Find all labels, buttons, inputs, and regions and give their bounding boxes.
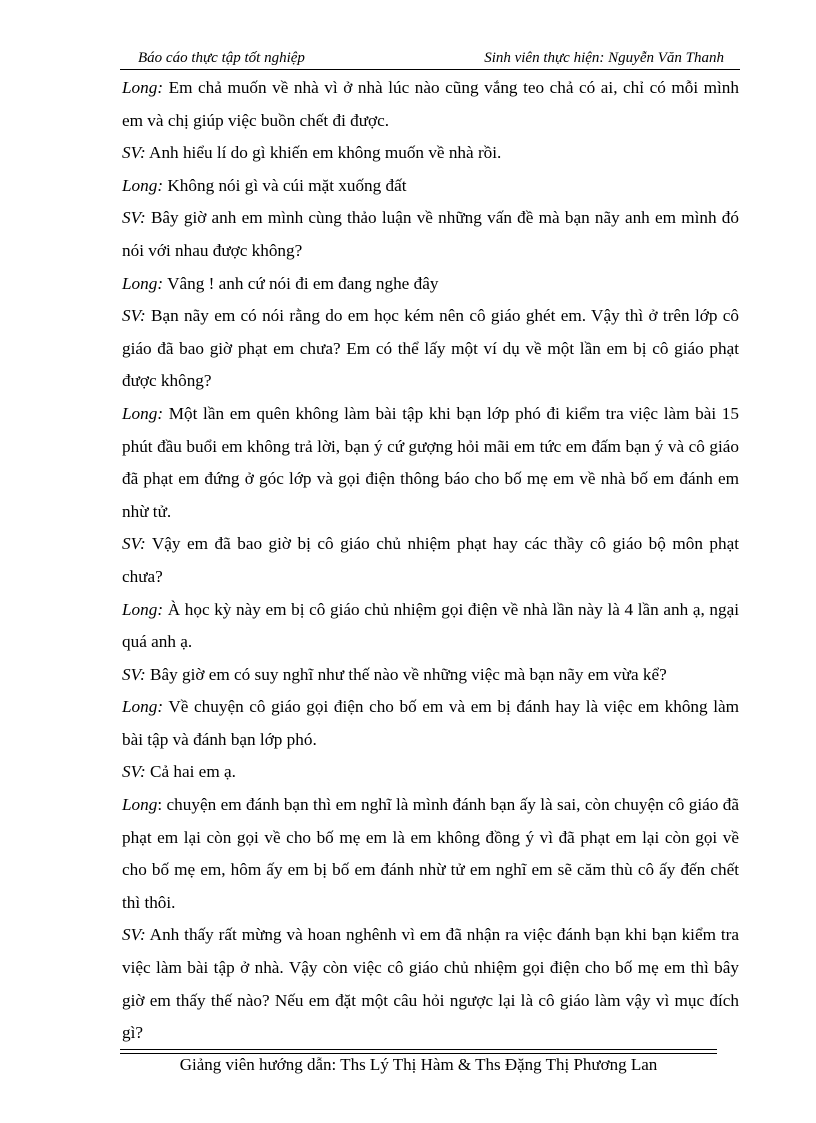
paragraph-text: Bạn nãy em có nói rằng do em học kém nên cô giáo ghét em. Vậy thì ở trên lớp cô giáo đã bao giờ phạt em chưa? Em có thể lấy một ví dụ về một lần em bị cô giáo phạt được không? bbox=[122, 306, 739, 391]
header-report-title: Báo cáo thực tập tốt nghiệp bbox=[138, 50, 305, 66]
dialogue-paragraph bbox=[122, 919, 739, 1049]
header-rule bbox=[120, 69, 740, 70]
speaker-label: SV: bbox=[122, 534, 146, 554]
speaker-label: SV: bbox=[122, 664, 146, 684]
dialogue-body bbox=[122, 72, 739, 1050]
dialogue-paragraph bbox=[122, 137, 739, 170]
footer-rule bbox=[120, 1049, 717, 1050]
paragraph-text: Vậy em đã bao giờ bị cô giáo chủ nhiệm phạt hay các thầy cô giáo bộ môn phạt chưa? bbox=[122, 534, 739, 586]
paragraph-text: Cả hai em ạ. bbox=[145, 762, 236, 782]
dialogue-paragraph bbox=[122, 300, 739, 398]
page-footer: Giảng viên hướng dẫn: Ths Lý Thị Hàm & Ths Đặng Thị Phương Lan bbox=[179, 1055, 658, 1074]
paragraph-text: Vâng ! anh cứ nói đi em đang nghe đây bbox=[163, 273, 439, 293]
page-header bbox=[120, 50, 740, 67]
dialogue-paragraph bbox=[122, 789, 739, 919]
dialogue-paragraph bbox=[122, 659, 739, 692]
speaker-label: Long: bbox=[122, 273, 164, 293]
dialogue-paragraph bbox=[122, 594, 739, 659]
dialogue-paragraph bbox=[122, 398, 739, 528]
dialogue-paragraph bbox=[122, 170, 739, 203]
speaker-label: Long: bbox=[122, 697, 164, 717]
header-student-name: Sinh viên thực hiện: Nguyễn Văn Thanh bbox=[484, 50, 724, 66]
speaker-label: SV: bbox=[122, 143, 146, 163]
paragraph-text: Không nói gì và cúi mặt xuống đất bbox=[163, 175, 407, 195]
speaker-label: Long: bbox=[122, 78, 164, 97]
dialogue-paragraph bbox=[122, 72, 739, 137]
paragraph-text: Về chuyện cô giáo gọi điện cho bố em và em bị đánh hay là việc em không làm bài tập và đánh bạn lớp phó. bbox=[122, 697, 739, 749]
paragraph-text: Một lần em quên không làm bài tập khi bạn lớp phó đi kiểm tra việc làm bài 15 phút đầu buổi em không trả lời, bạn ý cứ gượng hỏi mãi em tức em đấm bạn ý và cô giáo đã phạt em đứng ở góc lớp và gọi điện thông báo cho bố mẹ em về nhà bố em đánh em nhừ tử. bbox=[122, 403, 739, 521]
dialogue-paragraph bbox=[122, 202, 739, 267]
speaker-label: SV: bbox=[122, 306, 146, 326]
paragraph-text: Bây giờ anh em mình cùng thảo luận về những vấn đề mà bạn nãy anh em mình đó nói với nhau được không? bbox=[122, 208, 739, 260]
speaker-label: Long: bbox=[122, 599, 164, 619]
dialogue-paragraph bbox=[122, 528, 739, 593]
paragraph-text: Anh hiểu lí do gì khiến em không muốn về nhà rồi. bbox=[145, 143, 502, 163]
paragraph-text: À học kỳ này em bị cô giáo chủ nhiệm gọi điện về nhà lần này là 4 lần anh ạ, ngại quá anh ạ. bbox=[122, 599, 739, 652]
dialogue-paragraph bbox=[122, 268, 739, 301]
dialogue-paragraph bbox=[122, 691, 739, 756]
dialogue-paragraph bbox=[122, 756, 739, 789]
speaker-label: SV: bbox=[122, 208, 146, 228]
paragraph-text: Bây giờ em có suy nghĩ như thế nào về những việc mà bạn nãy em vừa kể? bbox=[145, 664, 667, 684]
paragraph-text: Em chả muốn về nhà vì ở nhà lúc nào cũng vắng teo chả có ai, chỉ có mỗi mình em và chị giúp việc buồn chết đi được. bbox=[122, 78, 739, 130]
paragraph-text: Anh thấy rất mừng và hoan nghênh vì em đã nhận ra việc đánh bạn khi bạn kiểm tra việc làm bài tập ở nhà. Vậy còn việc cô giáo chủ nhiệm gọi điện cho bố mẹ em thì bây giờ em thấy thế nào? Nếu em đặt một câu hỏi ngược lại là cô giáo làm vậy vì mục đích gì? bbox=[122, 925, 739, 1043]
speaker-label: SV: bbox=[122, 762, 146, 782]
speaker-label: Long: bbox=[122, 175, 164, 195]
speaker-label: SV: bbox=[122, 925, 146, 945]
speaker-label: Long bbox=[122, 795, 158, 815]
paragraph-text: : chuyện em đánh bạn thì em nghĩ là mình đánh bạn ấy là sai, còn chuyện cô giáo đã phạt em lại còn gọi về cho bố mẹ em là em không đồng ý vì đã phạt em lại còn gọi về cho bố mẹ em, hôm ấy em bị bố em đánh nhừ tử em nghĩ em sẽ căm thù cô ấy đến chết thì thôi. bbox=[122, 795, 739, 912]
speaker-label: Long: bbox=[122, 403, 164, 423]
